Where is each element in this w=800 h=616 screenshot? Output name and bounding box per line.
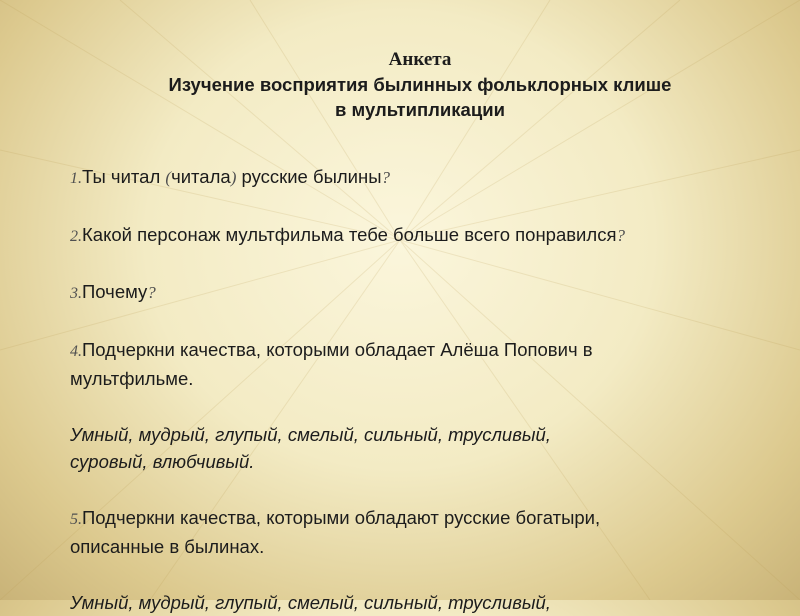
- question-5: [70, 504, 770, 561]
- question-text: Подчеркни качества, которыми обладают русские богатыри,: [82, 507, 600, 528]
- question-mark: ?: [616, 226, 625, 245]
- question-number: 3.: [70, 285, 82, 302]
- options-text: Умный, мудрый, глупый, смелый, сильный, трусливый,: [70, 424, 551, 445]
- paren-open: (: [165, 168, 171, 187]
- question-text: Какой персонаж мультфильма тебе больше всего понравился: [82, 224, 616, 245]
- question-mark: ?: [147, 283, 156, 302]
- question-number: 2.: [70, 228, 82, 245]
- survey-title-line-2: в мультипликации: [0, 97, 800, 122]
- paren-close: ): [231, 168, 237, 187]
- title-block: [0, 47, 800, 122]
- question-2: [70, 221, 770, 251]
- question-text: описанные в былинах.: [70, 536, 264, 557]
- options-text: суровый, влюбчивый.: [70, 451, 254, 472]
- answer-options-1: [70, 421, 770, 476]
- question-1: [70, 163, 770, 193]
- survey-title-line-1: Изучение восприятия былинных фольклорных клише: [0, 72, 800, 97]
- survey-label: Анкета: [0, 47, 800, 72]
- options-text: Умный, мудрый, глупый, смелый, сильный, трусливый,: [70, 592, 551, 613]
- question-number: 1.: [70, 170, 82, 187]
- question-text: читала: [171, 166, 231, 187]
- question-text: русские былины: [236, 166, 381, 187]
- questions-list: [70, 163, 770, 616]
- question-text: мультфильме.: [70, 368, 193, 389]
- question-text: Подчеркни качества, которыми обладает Алёша Попович в: [82, 339, 593, 360]
- question-3: [70, 278, 770, 308]
- question-number: 4.: [70, 343, 82, 360]
- question-mark: ?: [382, 168, 391, 187]
- question-4: [70, 336, 770, 393]
- question-text: Почему: [82, 281, 147, 302]
- question-text: Ты читал: [82, 166, 165, 187]
- question-number: 5.: [70, 511, 82, 528]
- answer-options-2: [70, 589, 770, 616]
